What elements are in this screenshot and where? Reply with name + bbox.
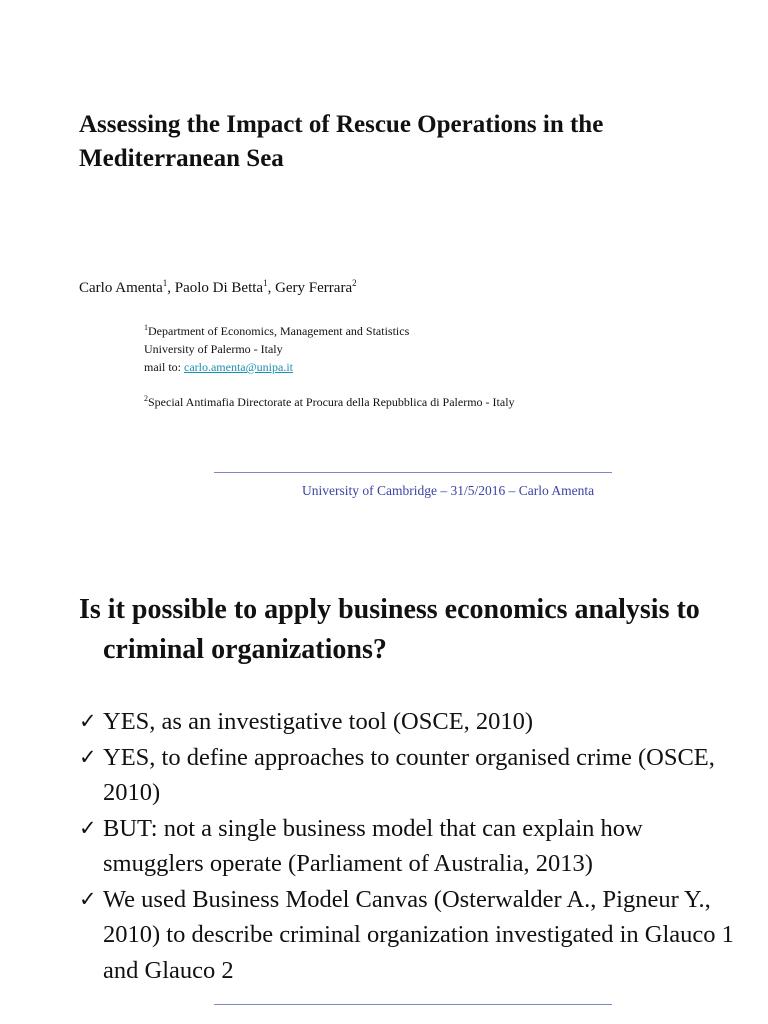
slide-footer: University of Cambridge – 31/5/2016 – Carlo Amenta [302,483,595,498]
affiliation-mark: 2 [144,394,148,403]
list-item [79,740,739,811]
email-link[interactable]: carlo.amenta@unipa.it [184,360,294,374]
bullet-text: BUT: not a single business model that can explain how smugglers operate (Parliament of Australia, 2013) [103,814,643,877]
bullet-text: We used Business Model Canvas (Osterwalder A., Pigneur Y., 2010) to describe criminal organization investigated in Glauco 1 and Glauco 2 [103,885,734,984]
presentation-title: Assessing the Impact of Rescue Operations in the Mediterranean Sea [79,111,604,172]
author-name: Gery Ferrara [275,280,353,296]
bullet-text: YES, as an investigative tool (OSCE, 2010) [103,708,534,735]
list-item [79,882,739,989]
department-name: Department of Economics, Management and Statistics [148,324,410,338]
author-affiliation-mark: 1 [162,278,168,288]
slide-heading: Is it possible to apply business economics analysis to criminal organizations? [79,594,700,665]
checkmark-icon: ✓ [79,709,97,733]
affiliation-directorate [144,390,515,411]
directorate-name: Special Antimafia Directorate at Procura della Repubblica di Palermo - Italy [148,395,515,409]
author-name: Carlo Amenta [79,280,163,296]
affiliation-department-line [144,319,409,340]
footer-divider [214,472,612,473]
author-name: Paolo Di Betta [174,280,264,296]
mail-prefix: mail to: [144,360,184,374]
bullet-list [79,704,739,988]
author-affiliation-mark: 2 [352,278,357,288]
list-item [79,704,739,740]
question-slide [0,512,768,1024]
contact-line [144,358,409,376]
checkmark-icon: ✓ [79,815,97,840]
author-affiliation-mark: 1 [263,278,268,288]
university-name: University of Palermo - Italy [144,342,283,356]
author-separator: , [267,280,276,296]
checkmark-icon: ✓ [79,744,97,769]
list-item [79,811,739,882]
author-separator: , [167,280,175,296]
bullet-text: YES, to define approaches to counter organised crime (OSCE, 2010) [103,743,715,806]
affiliation-university [144,319,409,376]
author-list [79,278,357,297]
checkmark-icon: ✓ [79,886,97,911]
affiliation-mark: 1 [144,323,148,332]
footer-divider [214,1004,612,1005]
